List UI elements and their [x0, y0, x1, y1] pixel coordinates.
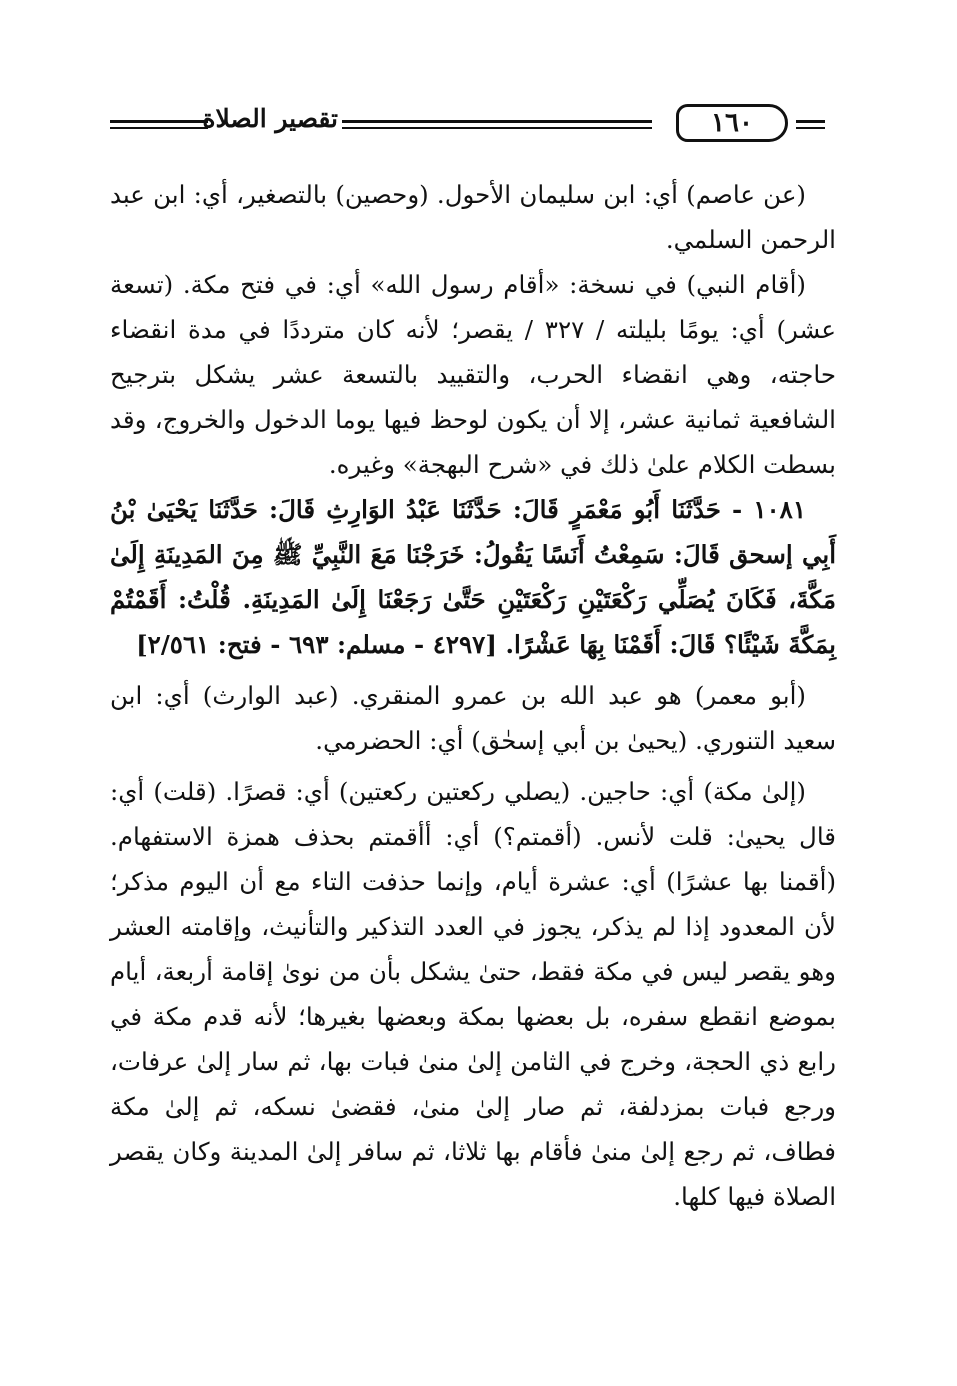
header-rule-right: [796, 120, 825, 129]
commentary-paragraph: (أبو معمر) هو عبد الله بن عمرو المنقري. (عبد الوارث) أي: ابن سعيد التنوري. (يحيىٰ بن أبي إسحٰق) أي: الحضرمي.: [110, 681, 836, 755]
running-title: تقصير الصلاة: [202, 104, 338, 133]
header-rule-middle: [342, 120, 652, 129]
page-number: ١٦٠: [676, 104, 788, 142]
commentary-paragraph: (عن عاصم) أي: ابن سليمان الأحول. (وحصين) بالتصغير، أي: ابن عبد الرحمن السلمي.: [110, 180, 836, 254]
header-rule-left: [110, 120, 208, 129]
commentary-paragraph: (إلىٰ مكة) أي: حاجين. (يصلي ركعتين ركعتين) أي: قصرًا. (قلت) أي: قال يحيىٰ: قلت لأنس. (أقمتم؟) أي: أأقمتم بحذف همزة الاستفهام. (أقمنا بها عشرًا) أي: عشرة أيام، وإنما حذفت التاء مع أن اليوم مذكر؛ لأن المعدود إذا لم يذكر، يجوز في العدد التذكير والتأنيث، وإقامته العشر وهو يقصر ليس في مكة فقط، حتىٰ يشكل بأن من نوىٰ إقامة أربعة، أيام بموضع انقطع سفره، بل بعضها بمكة وبعضها بغيرها؛ لأنه قدم مكة في رابع ذي الحجة، وخرج في الثامن إلىٰ منىٰ فبات بها، ثم سار إلىٰ عرفات، ورجع فبات بمزدلفة، ثم صار إلىٰ منىٰ، فقضىٰ نسكه، ثم إلىٰ مكة فطاف، ثم رجع إلىٰ منىٰ فأقام بها ثلاثا، ثم سافر إلىٰ المدينة وكان يقصر الصلاة فيها كلها.: [110, 777, 836, 1211]
hadith-paragraph: ١٠٨١ - حَدَّثَنَا أَبُو مَعْمَرٍ قَالَ: حَدَّثَنَا عَبْدُ الوَارِثِ قَالَ: حَدَّثَنَا يَحْيَىٰ بْنُ أَبِي إسحق قَالَ: سَمِعْتُ أَنَسًا يَقُولُ: خَرَجْنَا مَعَ النَّبِيِّ ﷺ مِنَ المَدِينَةِ إِلَىٰ مَكَّةَ، فَكَانَ يُصَلِّي رَكْعَتَيْنِ رَكْعَتَيْنِ حَتَّىٰ رَجَعْنَا إِلَىٰ المَدِينَةِ. قُلْتُ: أَقَمْتُمْ بِمَكَّةَ شَيْئًا؟ قَالَ: أَقَمْنَا بِهَا عَشْرًا. [٤٢٩٧ - مسلم: ٦٩٣ - فتح: ٢/٥٦١]: [110, 495, 836, 659]
page-header: [110, 96, 825, 152]
page-body: [110, 172, 836, 1219]
commentary-paragraph: (أقام النبي) في نسخة: «أقام رسول الله» أي: في فتح مكة. (تسعة عشر) أي: يومًا بليلته / ٣٢٧ / يقصر؛ لأنه كان مترددًا في مدة انقضاء حاجته، وهي انقضاء الحرب، والتقييد بالتسعة عشر يشكل بترجيح الشافعية ثمانية عشر، إلا أن يكون لوحظ فيها يوما الدخول والخروج، وقد بسطت الكلام علىٰ ذلك في «شرح البهجة» وغيره.: [110, 270, 836, 479]
